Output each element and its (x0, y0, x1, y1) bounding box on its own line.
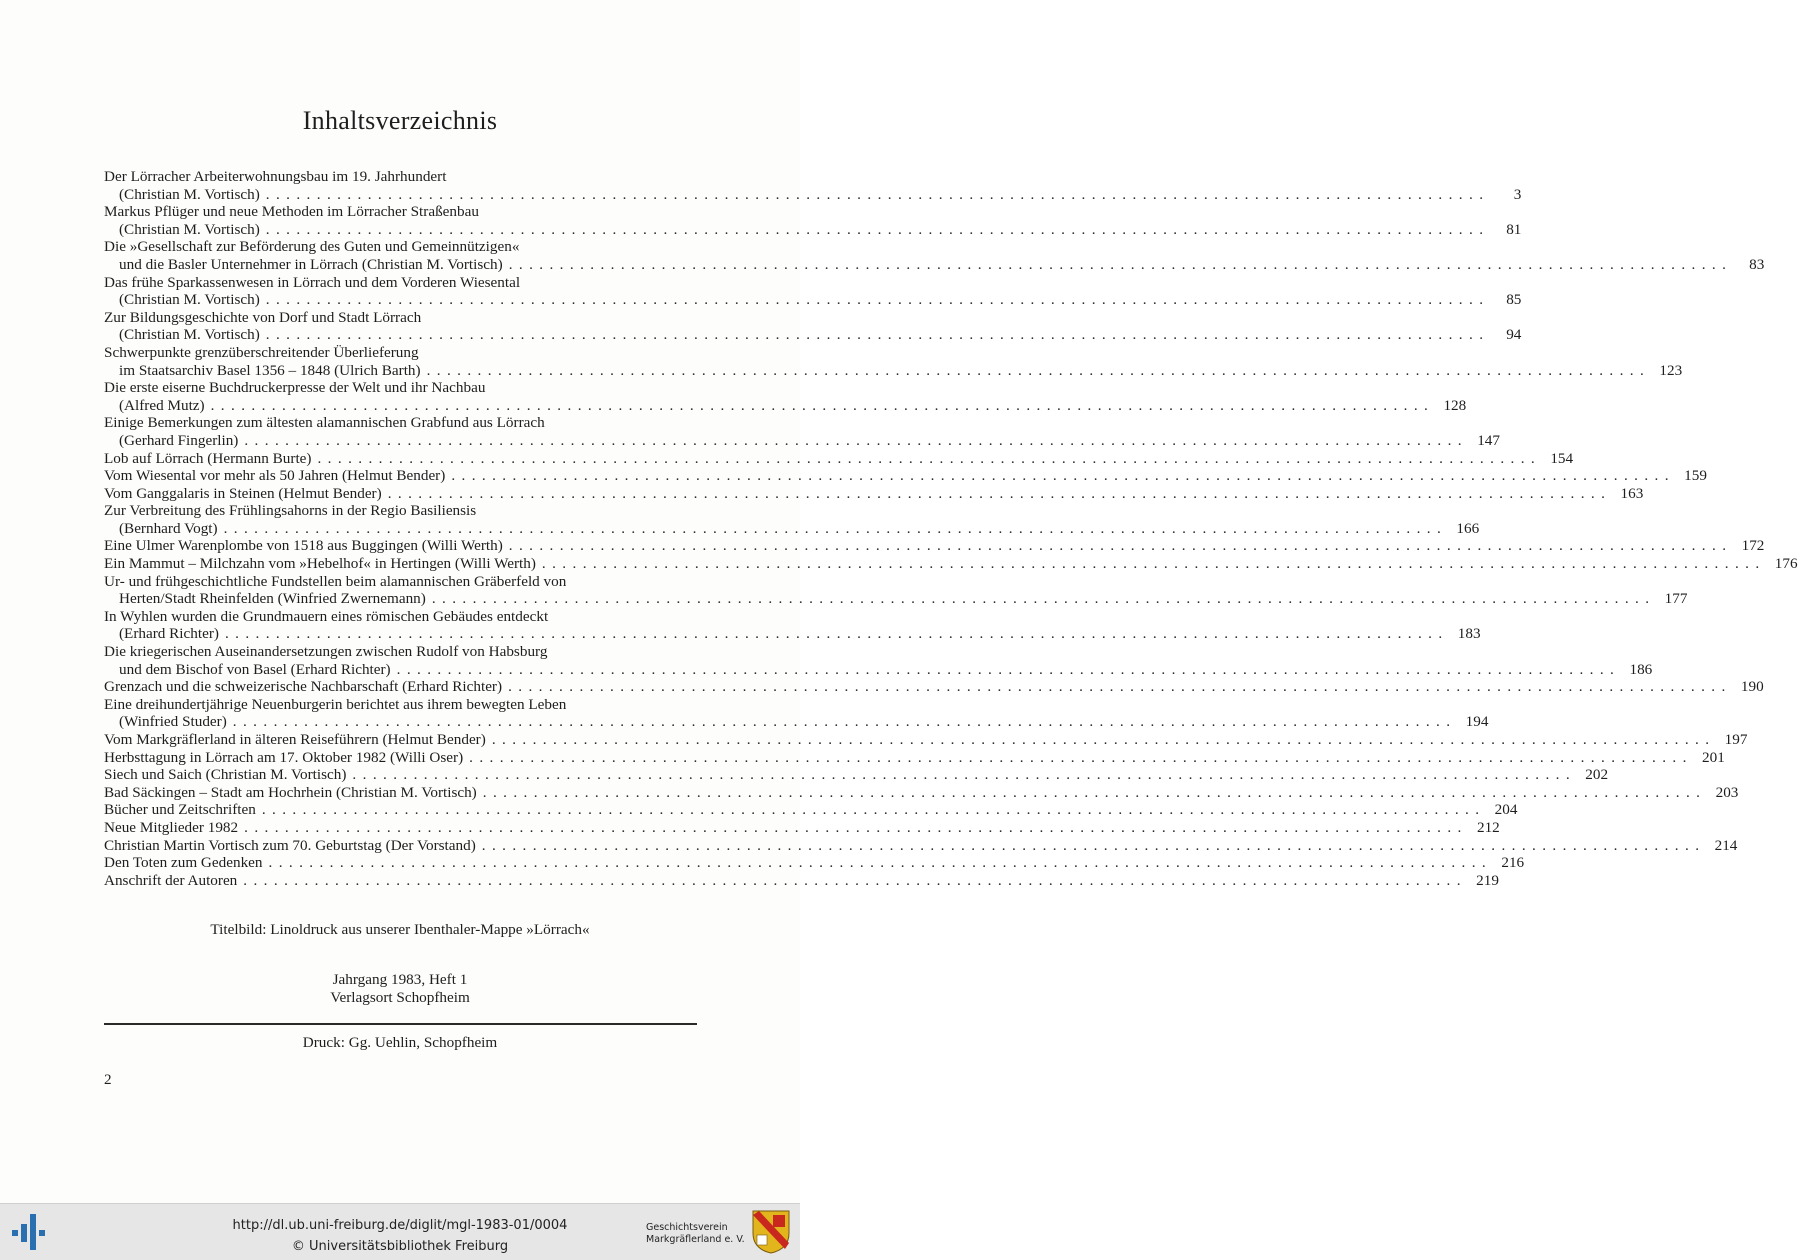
toc-entry (104, 871, 1499, 890)
society-name-line1: Geschichtsverein (646, 1222, 728, 1233)
dot-leader: ........................................................................................................................ (451, 467, 1675, 485)
toc-entry (104, 449, 1574, 468)
toc-entry-page: 219 (1476, 871, 1499, 889)
toc-entry-page: 123 (1659, 361, 1683, 379)
dot-leader: ........................................................................................................................ (469, 748, 1693, 766)
toc-entry-page: 3 (1513, 185, 1522, 203)
dot-leader: ........................................................................................................................ (491, 731, 1716, 748)
toc-entry-text: Eine dreihundertjährige Neuenburgerin berichtet aus ihrem bewegten Leben (104, 695, 567, 713)
toc-entry-page: 216 (1501, 854, 1525, 872)
toc-entry-text: Bücher und Zeitschriften (104, 801, 256, 819)
dot-leader: ........................................................................................................................ (508, 537, 1733, 555)
toc-entry-page: 176 (1774, 555, 1798, 573)
toc-entry-text: Den Toten zum Gedenken (104, 854, 263, 872)
toc-entry (104, 854, 1525, 872)
toc-entry-text: (Bernhard Vogt) (119, 519, 218, 537)
toc-entry-text: und dem Bischof von Basel (Erhard Richter) (119, 660, 391, 678)
dot-leader: ........................................................................................................................ (317, 449, 1542, 467)
toc-entry (104, 203, 696, 221)
toc-entry (104, 344, 696, 362)
toc-entry-text: (Alfred Mutz) (119, 396, 205, 414)
toc-entry (104, 537, 1765, 555)
toc-entry (104, 818, 1500, 837)
toc-entry-text: (Christian M. Vortisch) (119, 326, 260, 344)
toc-entry-text: Siech und Saich (Christian M. Vortisch) (104, 766, 347, 784)
toc-entry-text: Vom Wiesental vor mehr als 50 Jahren (Helmut Bender) (104, 467, 446, 485)
toc-entry (104, 379, 696, 397)
toc-entry (104, 783, 1739, 802)
printer-info: Druck: Gg. Uehlin, Schopfheim (302, 1034, 498, 1051)
toc-entry (104, 414, 696, 432)
toc-entry (104, 608, 696, 626)
toc-entry (104, 238, 696, 256)
toc-entry (104, 573, 696, 591)
dot-leader: ........................................................................................................................ (244, 431, 1468, 449)
toc-entry-text: Das frühe Sparkassenwesen in Lörrach und dem Vorderen Wiesental (104, 273, 521, 291)
toc-entry (104, 274, 696, 292)
toc-entry (104, 431, 1500, 450)
dot-leader: ........................................................................................................................ (508, 678, 1732, 696)
toc-entry (104, 590, 1688, 608)
volume-info: Jahrgang 1983, Heft 1 (332, 971, 468, 988)
dot-leader: ........................................................................................................................ (224, 625, 1449, 643)
toc-entry-text: Neue Mitglieder 1982 (104, 818, 239, 836)
toc-entry (104, 555, 1798, 573)
toc-entry (104, 255, 1765, 274)
dot-leader: ........................................................................................................................ (243, 871, 1467, 889)
toc-entry (104, 836, 1738, 855)
toc-entry-text: Der Lörracher Arbeiterwohnungsbau im 19. Jahrhundert (104, 168, 447, 185)
toc-entry-page: 172 (1741, 537, 1765, 555)
toc-entry (104, 326, 1522, 344)
toc-entry-text: Ein Mammut – Milchzahn vom »Hebelhof« in Hertingen (Willi Werth) (104, 555, 536, 573)
dot-leader: ........................................................................................................................ (223, 519, 1448, 537)
toc-entry (104, 291, 1522, 309)
dot-leader: ........................................................................................................................ (541, 555, 1766, 573)
dot-leader: ........................................................................................................................ (352, 766, 1577, 784)
toc-entry-text: (Winfried Studer) (119, 713, 227, 731)
toc-entry (104, 519, 1480, 538)
toc-entry (104, 625, 1481, 643)
page-number: 2 (104, 1071, 112, 1088)
dot-leader: ........................................................................................................................ (426, 361, 1651, 379)
toc-entry-text: (Christian M. Vortisch) (119, 220, 260, 238)
toc-entry (104, 660, 1653, 679)
toc-entry-page: 177 (1664, 590, 1688, 608)
toc-entry-text: Markus Pflüger und neue Methoden im Lörracher Straßenbau (104, 203, 479, 221)
dot-leader: ........................................................................................................................ (210, 396, 1435, 414)
toc-entry-page: 204 (1494, 801, 1518, 819)
toc-entry-text: Christian Martin Vortisch zum 70. Geburtstag (Der Vorstand) (104, 836, 476, 854)
page-title: Inhaltsverzeichnis (302, 106, 498, 135)
table-of-contents (104, 168, 1798, 889)
toc-entry-text: Herten/Stadt Rheinfelden (Winfried Zwernemann) (119, 590, 426, 608)
dot-leader: ........................................................................................................................ (265, 291, 1490, 309)
toc-entry (104, 396, 1467, 415)
toc-entry-text: Vom Markgräflerland in älteren Reiseführern (Helmut Bender) (104, 731, 486, 748)
toc-entry (104, 168, 696, 186)
toc-entry-text: Die erste eiserne Buchdruckerpresse der Welt und ihr Nachbau (104, 379, 486, 397)
toc-entry-page: 202 (1585, 766, 1609, 784)
toc-entry-text: Grenzach und die schweizerische Nachbarschaft (Erhard Richter) (104, 678, 503, 696)
toc-entry (104, 309, 696, 327)
toc-entry-page: 201 (1702, 748, 1725, 766)
toc-entry (104, 220, 1522, 239)
toc-entry-page: 159 (1684, 467, 1707, 485)
toc-entry (104, 361, 1683, 380)
toc-entry-page: 190 (1740, 678, 1764, 696)
toc-entry-text: (Erhard Richter) (119, 625, 219, 643)
viewer-footer (0, 1203, 800, 1260)
toc-entry-page: 212 (1476, 818, 1500, 836)
toc-entry (104, 696, 696, 714)
toc-entry (104, 801, 1518, 819)
toc-entry (104, 643, 696, 661)
toc-entry (104, 484, 1644, 503)
toc-entry (104, 713, 1489, 731)
toc-entry-text: Vom Ganggalaris in Steinen (Helmut Bender) (104, 484, 382, 502)
toc-entry-page: 163 (1620, 484, 1644, 502)
dot-leader: ........................................................................................................................ (244, 818, 1468, 836)
toc-entry (104, 678, 1764, 696)
toc-entry-text: im Staatsarchiv Basel 1356 – 1848 (Ulrich Barth) (119, 361, 421, 379)
toc-entry-text: und die Basler Unternehmer in Lörrach (Christian M. Vortisch) (119, 255, 503, 273)
toc-entry (104, 467, 1707, 485)
toc-entry-page: 128 (1443, 396, 1467, 414)
toc-entry-page: 186 (1629, 660, 1653, 678)
toc-entry (104, 502, 696, 520)
society-name-line2: Markgräflerland e. V. (646, 1234, 745, 1245)
dot-leader: ........................................................................................................................ (261, 801, 1486, 819)
dot-leader: ........................................................................................................................ (265, 326, 1490, 344)
dot-leader: ........................................................................................................................ (268, 854, 1493, 872)
cover-image-note: Titelbild: Linoldruck aus unserer Ibenthaler-Mappe »Lörrach« (210, 921, 590, 938)
toc-entry-page: 154 (1550, 449, 1574, 467)
dot-leader: ........................................................................................................................ (265, 185, 1490, 203)
toc-entry-text: Lob auf Lörrach (Hermann Burte) (104, 449, 312, 467)
toc-entry-text: Zur Verbreitung des Frühlingsahorns in der Regio Basiliensis (104, 502, 477, 520)
toc-entry-page: 203 (1715, 783, 1739, 801)
dot-leader: ........................................................................................................................ (387, 484, 1612, 502)
toc-entry-page: 194 (1465, 713, 1489, 731)
dot-leader: ........................................................................................................................ (481, 836, 1706, 854)
toc-entry-page: 183 (1457, 625, 1481, 643)
copyright-notice: © Universitätsbibliothek Freiburg (291, 1239, 509, 1254)
toc-entry-page: 147 (1477, 431, 1500, 449)
dot-leader: ........................................................................................................................ (482, 783, 1707, 801)
toc-entry-text: (Christian M. Vortisch) (119, 291, 260, 309)
publication-place: Verlagsort Schopfheim (330, 989, 470, 1006)
toc-entry-page: 214 (1714, 836, 1738, 854)
toc-entry-text: Eine Ulmer Warenplombe von 1518 aus Buggingen (Willi Werth) (104, 537, 503, 555)
toc-entry-page: 81 (1506, 220, 1522, 238)
dot-leader: ........................................................................................................................ (396, 660, 1621, 678)
toc-entry-page: 197 (1724, 731, 1748, 748)
toc-entry (104, 748, 1725, 767)
toc-entry-text: (Gerhard Fingerlin) (119, 431, 239, 449)
toc-entry (104, 185, 1522, 204)
dot-leader: ........................................................................................................................ (508, 255, 1733, 273)
dot-leader: ........................................................................................................................ (431, 590, 1656, 608)
toc-entry-text: In Wyhlen wurden die Grundmauern eines römischen Gebäudes entdeckt (104, 607, 549, 625)
society-name[interactable] (646, 1222, 745, 1246)
toc-entry-page: 94 (1506, 326, 1522, 344)
toc-entry-text: Einige Bemerkungen zum ältesten alamannischen Grabfund aus Lörrach (104, 414, 545, 432)
toc-entry-text: Schwerpunkte grenzüberschreitender Überlieferung (104, 343, 419, 361)
toc-entry-text: Bad Säckingen – Stadt am Hochrhein (Christian M. Vortisch) (104, 783, 477, 801)
toc-entry-text: Herbsttagung in Lörrach am 17. Oktober 1982 (Willi Oser) (104, 748, 464, 766)
toc-entry-text: Anschrift der Autoren (104, 871, 238, 889)
divider-rule (104, 1023, 697, 1025)
toc-entry-text: Zur Bildungsgeschichte von Dorf und Stadt Lörrach (104, 308, 422, 326)
toc-entry (104, 766, 1609, 784)
toc-entry-page: 166 (1456, 519, 1480, 537)
toc-entry-page: 83 (1749, 255, 1765, 273)
toc-entry-text: Ur- und frühgeschichtliche Fundstellen beim alamannischen Gräberfeld von (104, 572, 567, 590)
toc-entry (104, 731, 1748, 749)
dot-leader: ........................................................................................................................ (232, 713, 1457, 731)
document-url-link[interactable]: http://dl.ub.uni-freiburg.de/diglit/mgl-1983-01/0004 (232, 1218, 568, 1233)
toc-entry-text: Die »Gesellschaft zur Beförderung des Guten und Gemeinnützigen« (104, 238, 520, 256)
toc-entry-text: Die kriegerischen Auseinandersetzungen zwischen Rudolf von Habsburg (104, 643, 548, 661)
toc-entry-text: (Christian M. Vortisch) (119, 185, 260, 203)
dot-leader: ........................................................................................................................ (265, 220, 1490, 238)
coat-of-arms-icon[interactable] (751, 1209, 791, 1255)
toc-entry-page: 85 (1506, 291, 1522, 309)
